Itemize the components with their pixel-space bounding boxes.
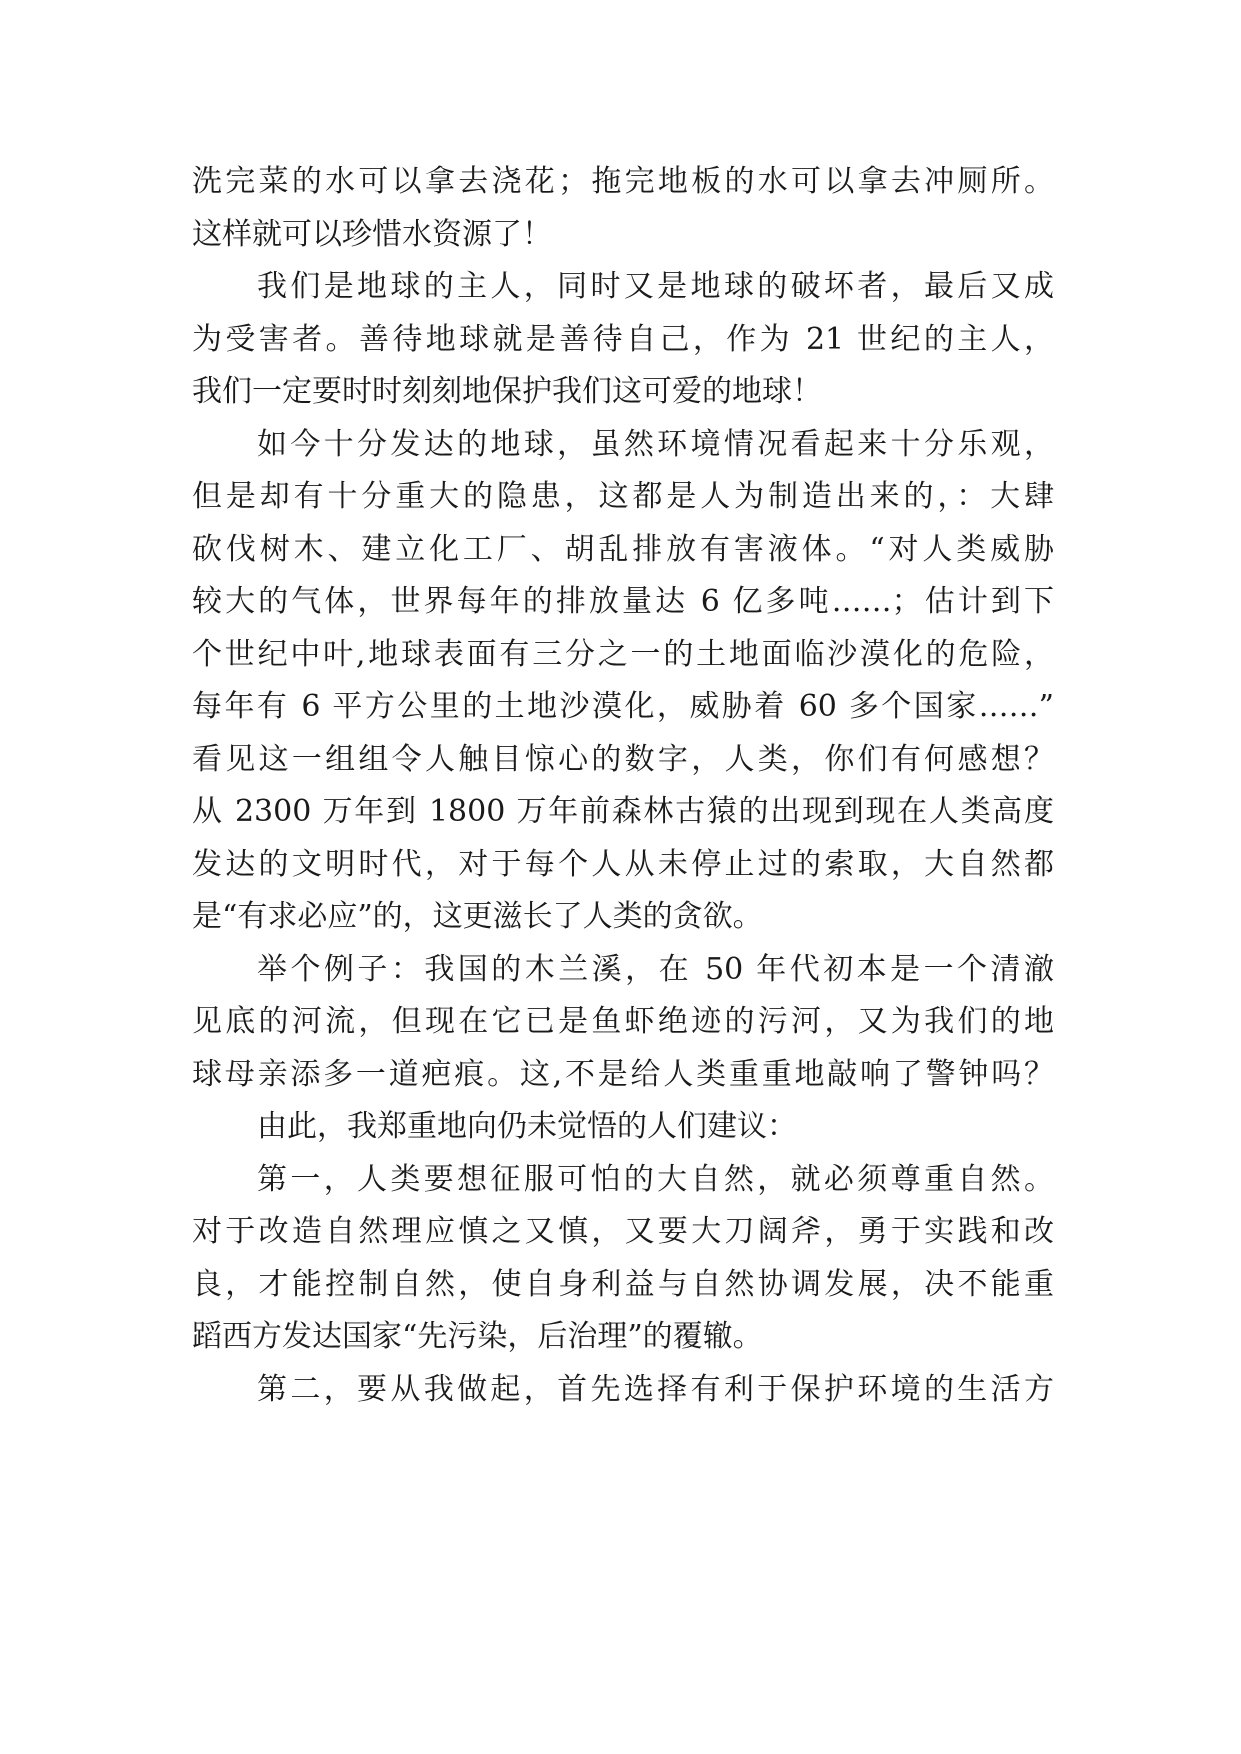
text-line: 见底的河流，但现在它已是鱼虾绝迹的污河，又为我们的地: [192, 1004, 1054, 1039]
text-line: 我们一定要时时刻刻地保护我们这可爱的地球！: [192, 374, 822, 409]
document-body: [192, 156, 1054, 1416]
text-line: 我们是地球的主人，同时又是地球的破坏者，最后又成: [257, 269, 1054, 304]
text-line: 蹈西方发达国家“先污染，后治理”的覆辙。: [192, 1319, 763, 1354]
text-line: 洗完菜的水可以拿去浇花；拖完地板的水可以拿去冲厕所。: [192, 164, 1054, 199]
text-line: 这样就可以珍惜水资源了！: [192, 216, 552, 252]
text-line: 由此，我郑重地向仍未觉悟的人们建议：: [257, 1109, 797, 1144]
text-line: 良，才能控制自然，使自身利益与自然协调发展，决不能重: [192, 1266, 1054, 1302]
text-line: 每年有 6 平方公里的土地沙漠化，威胁着 60 多个国家……”: [192, 689, 1054, 724]
text-line: 第一，人类要想征服可怕的大自然，就必须尊重自然。: [257, 1161, 1054, 1197]
text-line: 个世纪中叶,地球表面有三分之一的土地面临沙漠化的危险，: [192, 636, 1054, 672]
text-line: 从 2300 万年到 1800 万年前森林古猿的出现到现在人类高度: [192, 794, 1054, 829]
text-line: 发达的文明时代，对于每个人从未停止过的索取，大自然都: [192, 846, 1054, 882]
text-line: 对于改造自然理应慎之又慎，又要大刀阔斧，勇于实践和改: [192, 1214, 1054, 1249]
text-line: 看见这一组组令人触目惊心的数字，人类，你们有何感想？: [192, 741, 1054, 777]
text-line: 但是却有十分重大的隐患，这都是人为制造出来的，：大肆: [192, 479, 1054, 514]
text-line: 为受害者。善待地球就是善待自己，作为 21 世纪的主人，: [192, 321, 1054, 357]
text-line: 举个例子：我国的木兰溪，在 50 年代初本是一个清澈: [257, 951, 1054, 987]
text-line: 第二，要从我做起，首先选择有利于保护环境的生活方: [257, 1371, 1054, 1407]
text-line: 砍伐树木、建立化工厂、胡乱排放有害液体。“对人类威胁: [192, 531, 1054, 567]
text-line: 球母亲添多一道疤痕。这,不是给人类重重地敲响了警钟吗？: [192, 1056, 1054, 1092]
text-line: 如今十分发达的地球，虽然环境情况看起来十分乐观，: [257, 426, 1054, 462]
text-line: 较大的气体，世界每年的排放量达 6 亿多吨……；估计到下: [192, 584, 1054, 619]
text-line: 是“有求必应”的，这更滋长了人类的贪欲。: [192, 899, 763, 934]
